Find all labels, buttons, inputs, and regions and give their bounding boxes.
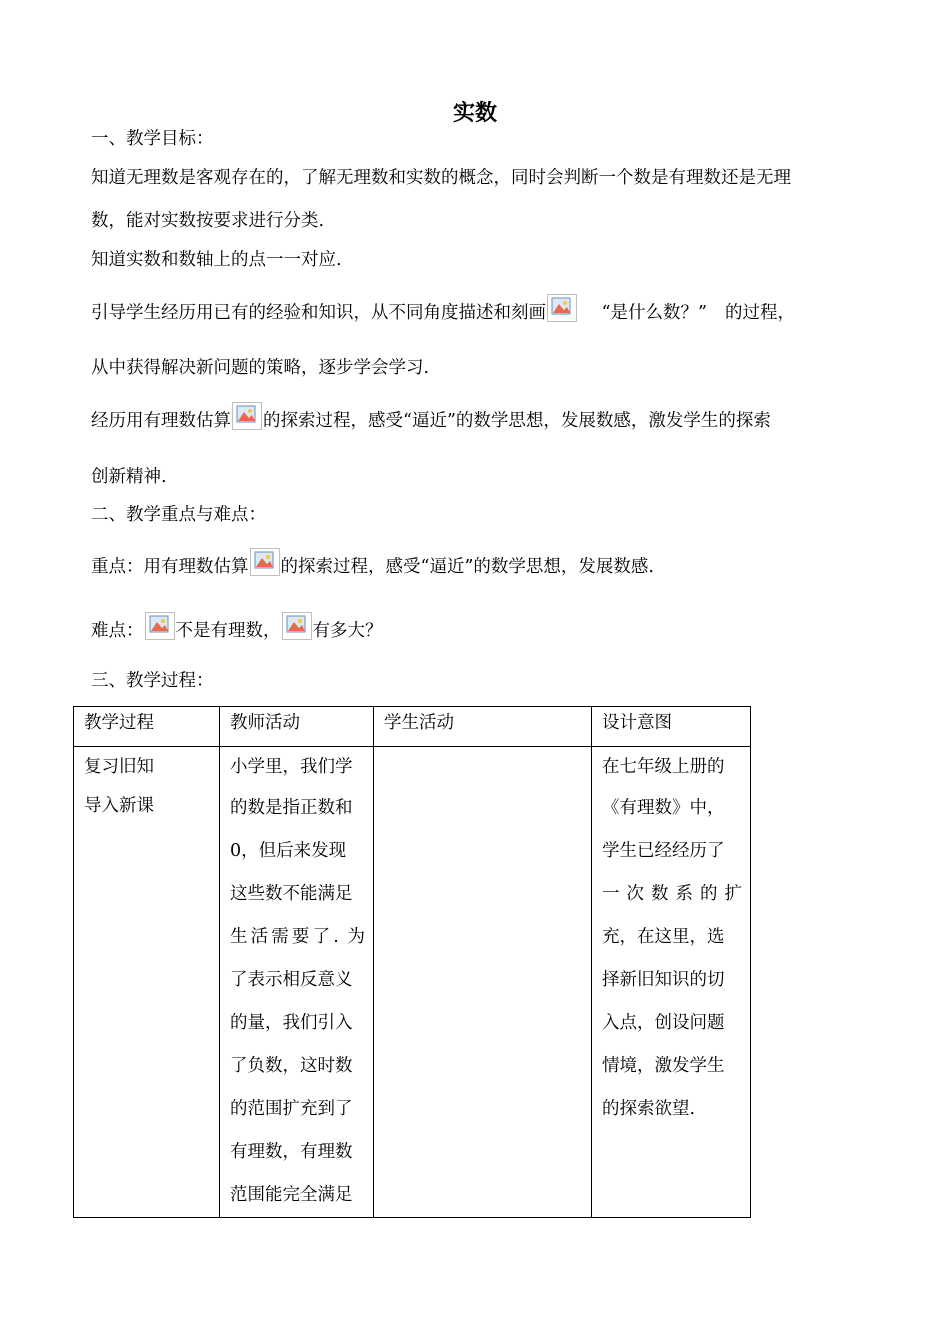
process-cell: 复习旧知 导入新课 [74, 747, 220, 1218]
page-title: 实数 [452, 101, 497, 126]
goal4-line1 [91, 402, 771, 432]
goal3-before: 引导学生经历用已有的经验和知识，从不同角度描述和刻画 [91, 303, 546, 323]
header-cell: 学生活动 [374, 707, 592, 747]
formula-image-icon [145, 612, 175, 640]
table-row [74, 747, 751, 1218]
key-point [91, 548, 654, 578]
teacher-activity-cell: 小学里，我们学 的数是指正数和 0，但后来发现 这些数不能满足 生活需要了. 为 了表示相反意义 的量，我们引入 了负数，这时数 的范围扩充到了 有理数，有理数 范围能完全满足 [220, 747, 374, 1218]
table-header-row [74, 707, 751, 747]
goal3-after: 的过程， [724, 303, 795, 323]
diff-label: 难点： [91, 621, 144, 641]
header-cell: 教学过程 [74, 707, 220, 747]
key-after: 的探索过程，感受“逼近”的数学思想，发展数感. [280, 557, 654, 577]
design-intent-cell: 在七年级上册的 《有理数》中， 学生已经经历了 一 次 数 系 的 扩 充，在这里，选 择新旧知识的切 入点，创设问题 情境，激发学生 的探索欲望. [592, 747, 751, 1218]
goal1-line1: 知道无理数是客观存在的，了解无理数和实数的概念，同时会判断一个数是有理数还是无理 [91, 168, 791, 188]
goal3-line2: 从中获得解决新问题的策略，逐步学会学习. [91, 358, 430, 378]
difficult-point [91, 612, 383, 642]
diff-end: 有多大？ [312, 621, 383, 641]
goal4-line2: 创新精神. [91, 467, 167, 487]
header-cell: 教师活动 [220, 707, 374, 747]
section2-heading: 二、教学重点与难点： [91, 505, 266, 525]
goal4-before: 经历用有理数估算 [91, 411, 231, 431]
formula-image-icon [250, 548, 280, 576]
goal2: 知道实数和数轴上的点一一对应. [91, 250, 342, 270]
formula-image-icon [547, 294, 577, 322]
goal4-after: 的探索过程，感受“逼近”的数学思想，发展数感，激发学生的探索 [263, 411, 771, 431]
key-before: 重点：用有理数估算 [91, 557, 249, 577]
goal1-line2: 数，能对实数按要求进行分类. [91, 211, 325, 231]
student-activity-cell [374, 747, 592, 1218]
section3-heading: 三、教学过程： [91, 671, 214, 691]
header-cell: 设计意图 [592, 707, 751, 747]
formula-image-icon [232, 402, 262, 430]
formula-image-icon [282, 612, 312, 640]
diff-mid: 不是有理数， [175, 621, 281, 641]
section1-heading: 一、教学目标： [91, 129, 214, 149]
goal3-quote: “是什么数？” [601, 303, 707, 323]
goal3-line1 [91, 294, 795, 324]
teaching-process-table [73, 706, 751, 1218]
